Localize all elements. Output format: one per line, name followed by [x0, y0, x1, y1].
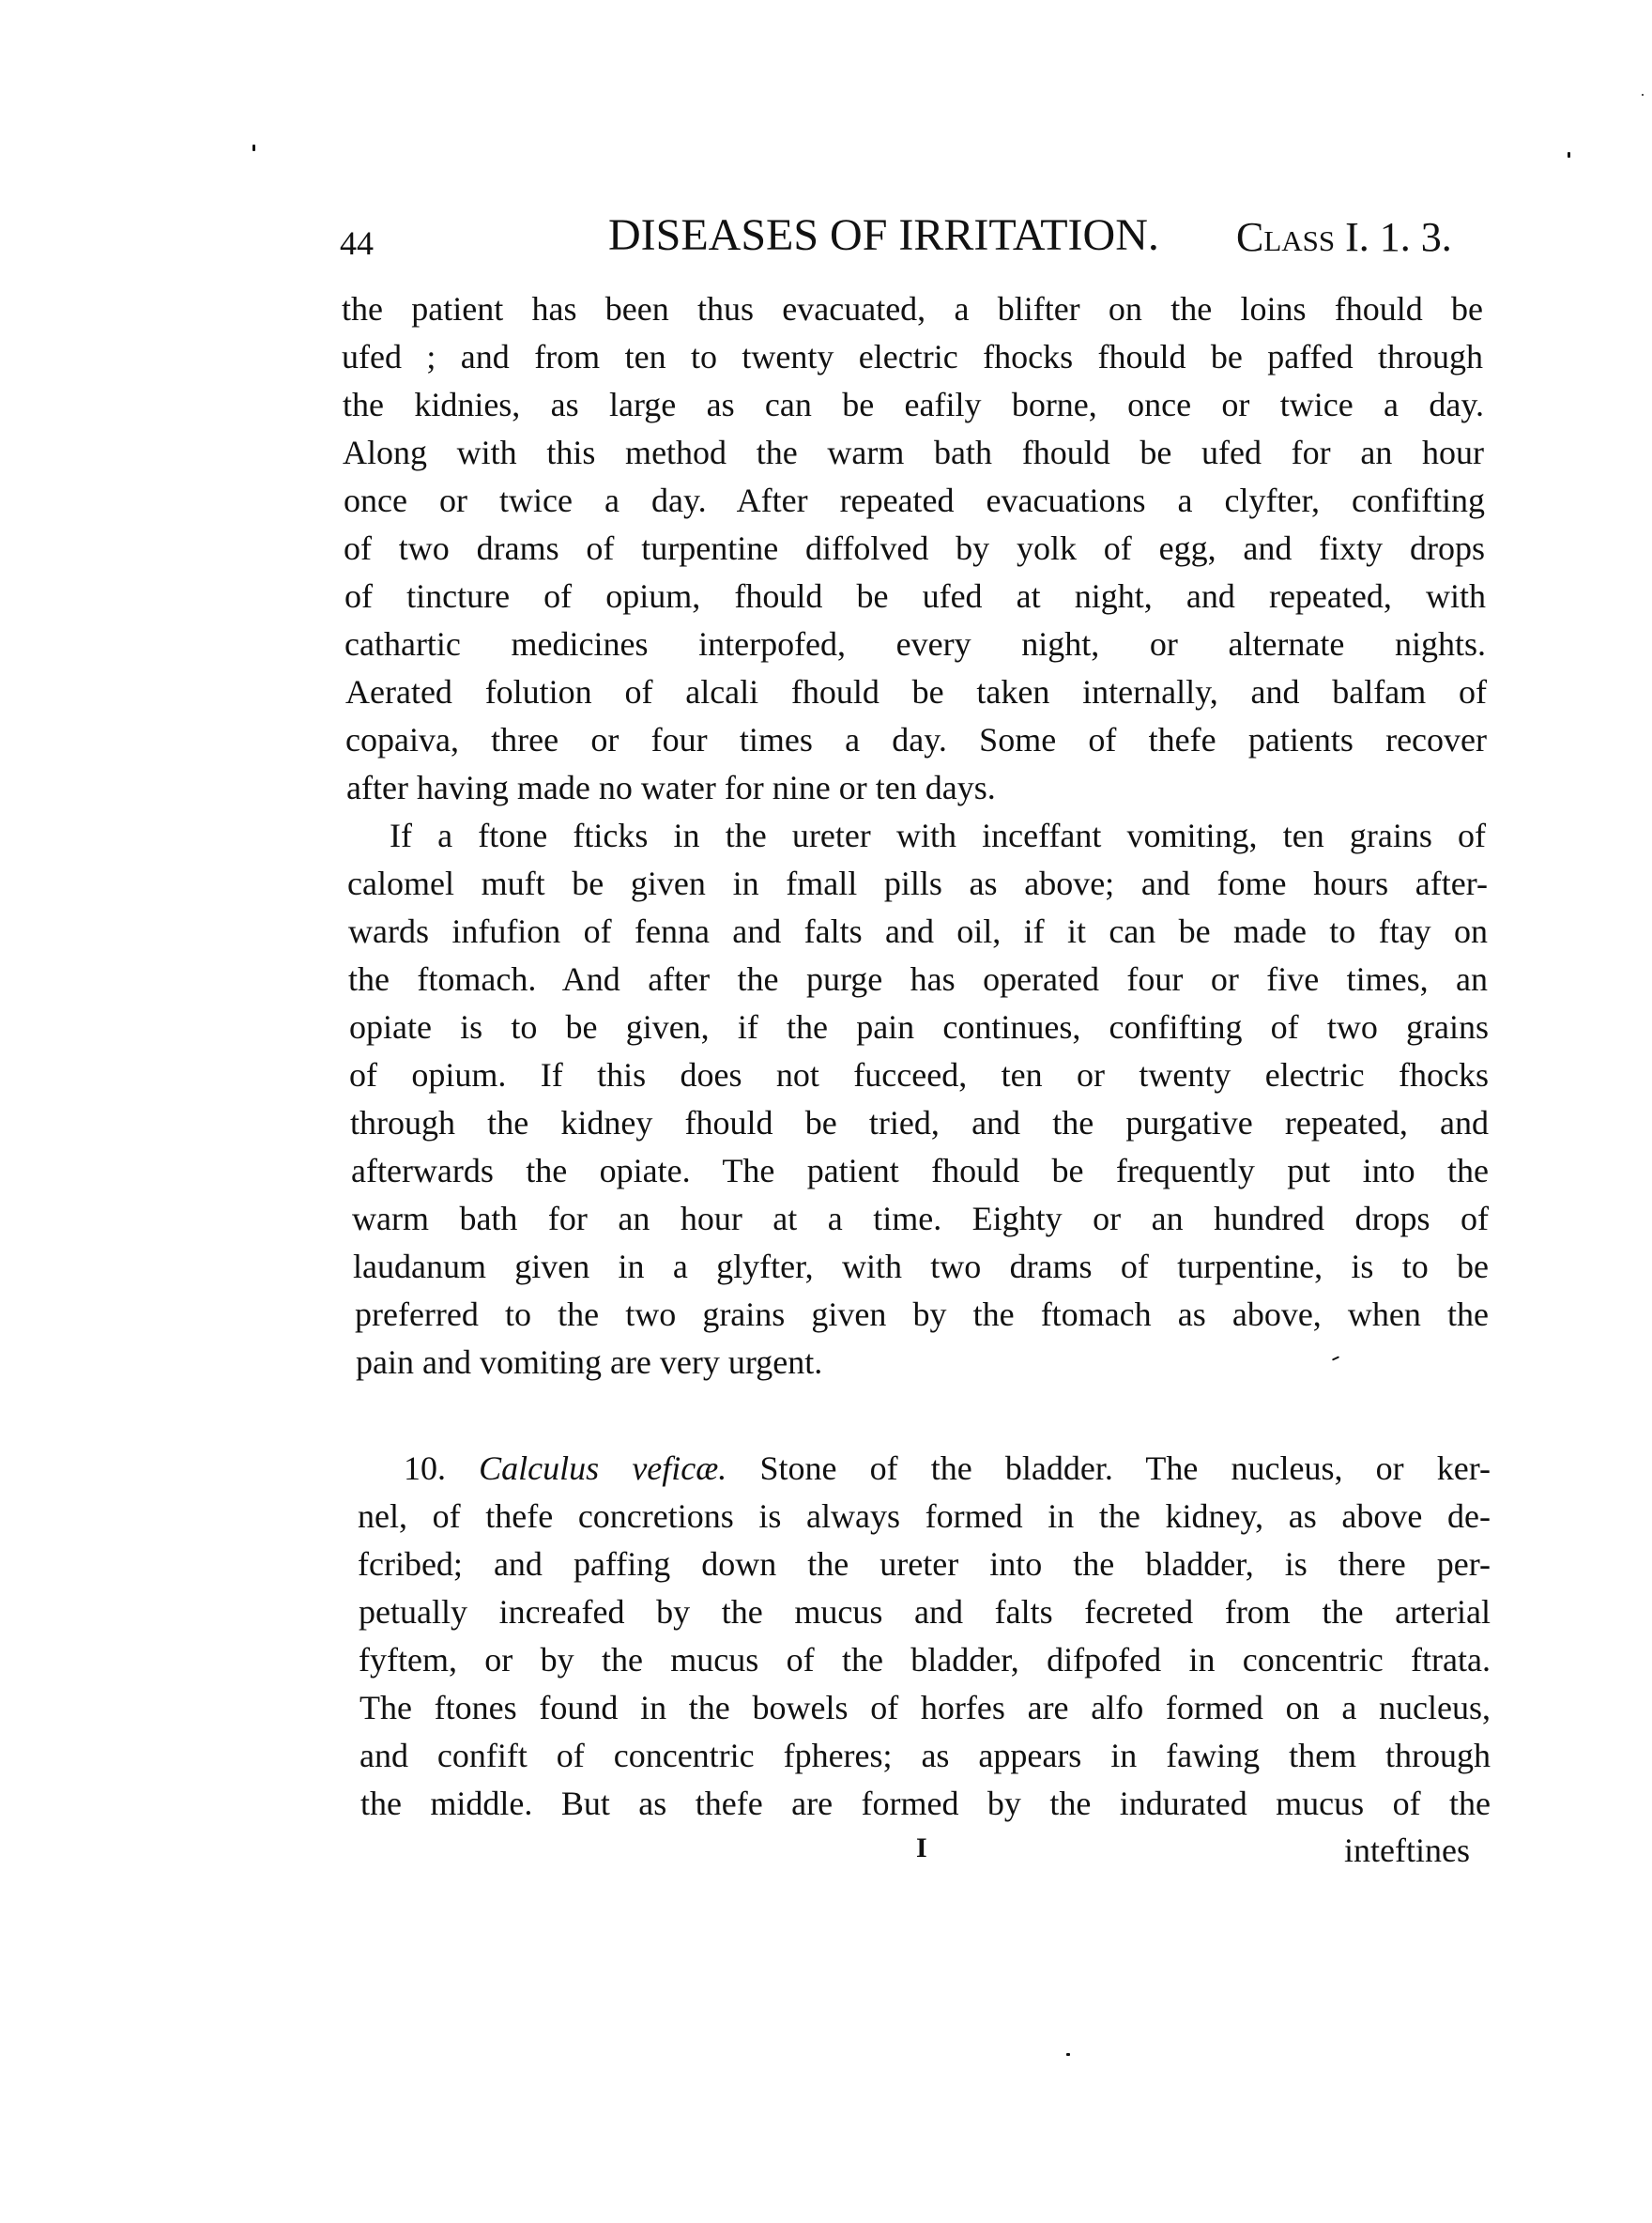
- text-line: Along with this method the warm bath fhould be ufed for an hour: [343, 434, 1484, 471]
- text-line: preferred to the two grains given by the ftomach as above, when the: [355, 1295, 1489, 1333]
- scan-speck: [1066, 2053, 1070, 2056]
- text-line: calomel muft be given in fmall pills as above; and fome hours after-: [347, 865, 1488, 902]
- scan-speck: [252, 145, 255, 151]
- text-line: copaiva, three or four times a day. Some of thefe patients recover: [345, 721, 1487, 759]
- text-line: warm bath for an hour at a time. Eighty or an hundred drops of: [352, 1200, 1489, 1237]
- signature-mark: I: [916, 1832, 927, 1863]
- running-title: DISEASES OF IRRITATION.: [608, 210, 1159, 260]
- text-line: cathartic medicines interpofed, every night, or alternate nights.: [344, 625, 1486, 663]
- text-line: and confift of concentric fpheres; as appears in fawing them through: [359, 1737, 1491, 1774]
- text-line: fcribed; and paffing down the ureter into the bladder, is there per-: [358, 1545, 1491, 1583]
- section-first-line: Stone of the bladder. The nucleus, or ker-: [759, 1449, 1491, 1487]
- scan-speck: [1642, 94, 1644, 96]
- text-line: The ftones found in the bowels of horfes are alfo formed on a nucleus,: [359, 1689, 1491, 1726]
- text-line: If a ftone fticks in the ureter with inceffant vomiting, ten grains of: [390, 817, 1486, 854]
- text-line: afterwards the opiate. The patient fhould be frequently put into the: [351, 1152, 1489, 1189]
- text-line: ufed ; and from ten to twenty electric fhocks fhould be paffed through: [342, 338, 1483, 376]
- text-line: of opium. If this does not fucceed, ten or twenty electric fhocks: [349, 1056, 1489, 1094]
- section-heading-line: [404, 1451, 1491, 1485]
- text-line: opiate is to be given, if the pain continues, confifting of two grains: [349, 1008, 1489, 1046]
- catchword: inteftines: [1344, 1832, 1470, 1869]
- section-number: 10.: [404, 1449, 446, 1487]
- scan-speck: [1568, 152, 1570, 158]
- text-line: nel, of thefe concretions is always formed in the kidney, as above de-: [358, 1497, 1491, 1535]
- text-line: fyftem, or by the mucus of the bladder, difpofed in concentric ftrata.: [359, 1641, 1491, 1679]
- text-line: laudanum given in a glyfter, with two drams of turpentine, is to be: [353, 1248, 1489, 1285]
- page-number: 44: [340, 224, 374, 262]
- text-line: through the kidney fhould be tried, and the purgative repeated, and: [350, 1104, 1489, 1142]
- text-line: of tincture of opium, fhould be ufed at night, and repeated, with: [344, 577, 1486, 615]
- text-line: the patient has been thus evacuated, a blifter on the loins fhould be: [342, 290, 1483, 328]
- section-title-latin: Calculus veficæ.: [479, 1449, 727, 1487]
- text-line: Aerated folution of alcali fhould be taken internally, and balfam of: [345, 673, 1487, 711]
- text-line: the ftomach. And after the purge has operated four or five times, an: [348, 960, 1488, 998]
- text-line: once or twice a day. After repeated evacuations a clyfter, confifting: [344, 482, 1485, 519]
- text-line: after having made no water for nine or ten days.: [346, 769, 996, 806]
- class-reference: Class I. 1. 3.: [1236, 214, 1452, 260]
- text-line: wards infufion of fenna and falts and oil, if it can be made to ftay on: [348, 912, 1488, 950]
- text-line: the middle. But as thefe are formed by the indurated mucus of the: [360, 1785, 1491, 1822]
- text-line: pain and vomiting are very urgent.: [356, 1343, 823, 1381]
- text-line: petually increafed by the mucus and falts fecreted from the arterial: [359, 1593, 1491, 1631]
- text-line: of two drams of turpentine diffolved by yolk of egg, and fixty drops: [344, 529, 1485, 567]
- text-line: the kidnies, as large as can be eafily borne, once or twice a day.: [343, 386, 1484, 423]
